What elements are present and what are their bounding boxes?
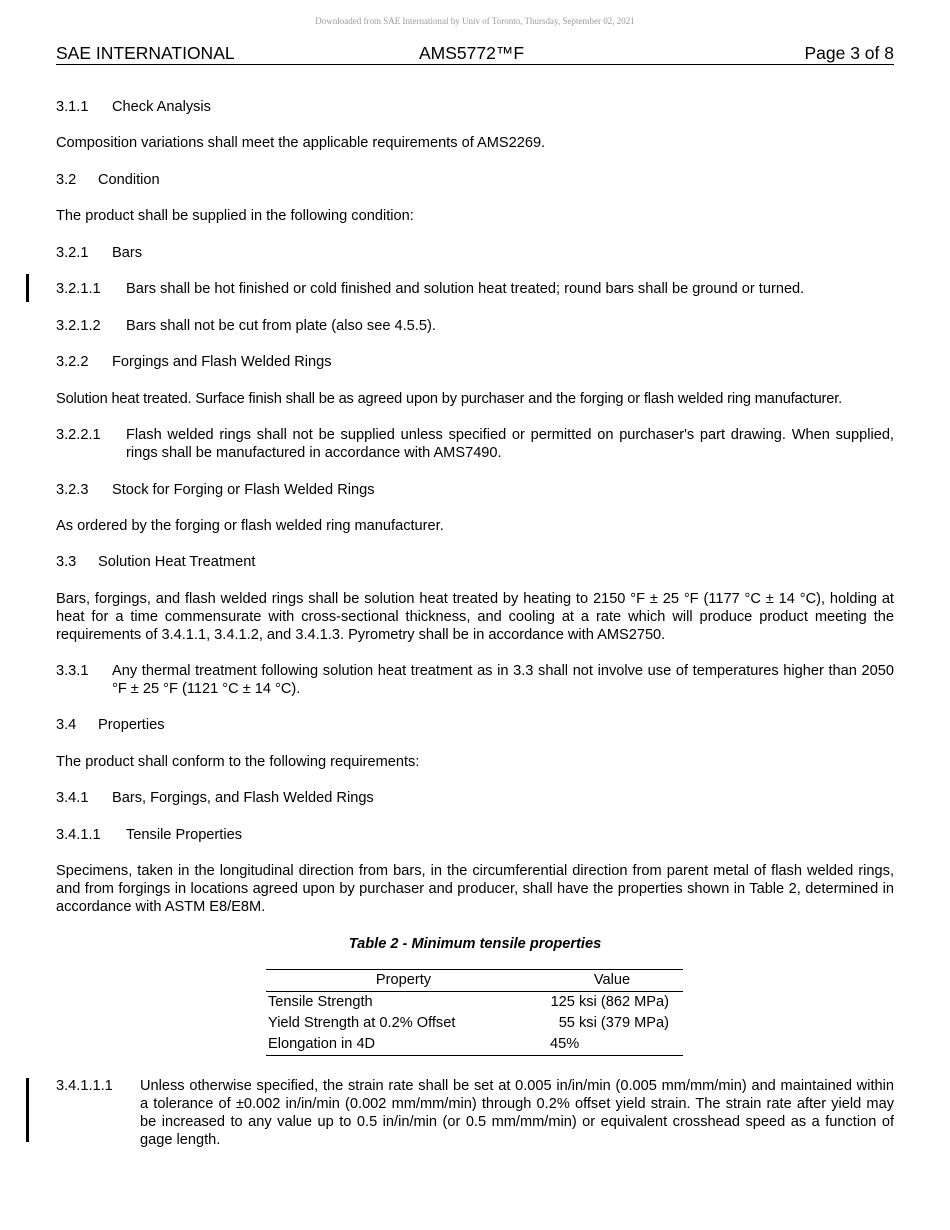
header-organization: SAE INTERNATIONAL <box>56 43 235 63</box>
section-heading: Solution Heat Treatment <box>98 554 256 570</box>
section-number: 3.2.2.1 <box>56 427 101 443</box>
section-number: 3.4 <box>56 717 77 733</box>
section-heading: Stock for Forging or Flash Welded Rings <box>112 482 375 498</box>
table-row <box>266 1034 683 1056</box>
section-heading: Bars, Forgings, and Flash Welded Rings <box>112 790 374 806</box>
table-cell: 45% <box>541 1034 683 1056</box>
section-number: 3.2.2 <box>56 354 89 370</box>
table-caption: Table 2 - Minimum tensile properties <box>348 936 602 952</box>
paragraph: Bars, forgings, and flash welded rings shall be solution heat treated by heating to 2150 °F ± 25 °F (1177 °C ± 14 °C), holding at heat for a time commensurate with cross-sectional thickness, and cooling at a rate which will produce product meeting the requirements of 3.4.1.1, 3.4.1.2, and 3.4.1.3. Pyrometry shall be in accordance with AMS2750. <box>56 591 894 643</box>
paragraph: Solution heat treated. Surface finish shall be as agreed upon by purchaser and the forging or flash welded ring manufacturer. <box>56 391 843 407</box>
table-cell: 55 ksi (379 MPa) <box>558 1015 669 1031</box>
tensile-properties-table <box>266 969 683 1056</box>
table-cell: Elongation in 4D <box>266 1034 541 1056</box>
section-heading: Properties <box>98 717 165 733</box>
paragraph: Composition variations shall meet the applicable requirements of AMS2269. <box>56 135 546 151</box>
section-heading: Tensile Properties <box>126 827 242 843</box>
section-number: 3.2.3 <box>56 482 89 498</box>
revision-bar <box>26 274 29 302</box>
revision-bar <box>26 1078 29 1142</box>
table-cell: 125 ksi (862 MPa) <box>550 994 669 1010</box>
column-header: Property <box>266 970 541 992</box>
section-number: 3.2.1.2 <box>56 318 101 334</box>
paragraph: The product shall conform to the following requirements: <box>56 754 420 770</box>
paragraph: Any thermal treatment following solution heat treatment as in 3.3 shall not involve use of temperatures higher than 2050 °F ± 25 °F (1121 °C ± 14 °C). <box>112 663 894 697</box>
section-number: 3.2 <box>56 172 77 188</box>
section-number: 3.1.1 <box>56 99 89 115</box>
column-header: Value <box>541 970 683 992</box>
section-number: 3.3 <box>56 554 77 570</box>
table-row <box>266 1013 683 1034</box>
section-number: 3.2.1 <box>56 245 89 261</box>
section-number: 3.2.1.1 <box>56 281 101 297</box>
paragraph: Bars shall not be cut from plate (also see 4.5.5). <box>126 318 436 334</box>
table-cell: Tensile Strength <box>268 994 373 1010</box>
table-header-row <box>266 970 683 992</box>
table-cell: Yield Strength at 0.2% Offset <box>268 1015 456 1031</box>
section-number: 3.4.1.1.1 <box>56 1078 113 1094</box>
paragraph: Flash welded rings shall not be supplied unless specified or permitted on purchaser's part drawing. When supplied, rings shall be manufactured in accordance with AMS7490. <box>126 427 894 461</box>
paragraph: As ordered by the forging or flash welded ring manufacturer. <box>56 518 444 534</box>
header-page-number: Page 3 of 8 <box>804 43 894 63</box>
download-notice: Downloaded from SAE International by Univ of Toronto, Thursday, September 02, 2021 <box>315 16 635 26</box>
section-number: 3.3.1 <box>56 663 89 679</box>
paragraph: Bars shall be hot finished or cold finished and solution heat treated; round bars shall be ground or turned. <box>126 281 805 297</box>
header-document-number: AMS5772™F <box>419 43 525 63</box>
paragraph: Specimens, taken in the longitudinal direction from bars, in the circumferential direction from parent metal of flash welded rings, and from forgings in locations agreed upon by purchaser and producer, shall have the properties shown in Table 2, determined in accordance with ASTM E8/E8M. <box>56 863 894 915</box>
section-heading: Forgings and Flash Welded Rings <box>112 354 332 370</box>
section-heading: Bars <box>112 245 143 261</box>
paragraph: Unless otherwise specified, the strain rate shall be set at 0.005 in/in/min (0.005 mm/mm/min) and maintained within a tolerance of ±0.002 in/in/min (0.002 mm/mm/min) through 0.2% offset yield strain. The strain rate after yield may be increased to any value up to 0.5 in/in/min (or 0.5 mm/mm/min) or equivalent crosshead speed as a function of gage length. <box>140 1078 894 1148</box>
paragraph: The product shall be supplied in the following condition: <box>56 208 414 224</box>
table-row <box>266 992 683 1014</box>
page-header <box>56 44 894 65</box>
section-number: 3.4.1.1 <box>56 827 101 843</box>
section-number: 3.4.1 <box>56 790 89 806</box>
section-heading: Check Analysis <box>112 99 211 115</box>
section-heading: Condition <box>98 172 160 188</box>
